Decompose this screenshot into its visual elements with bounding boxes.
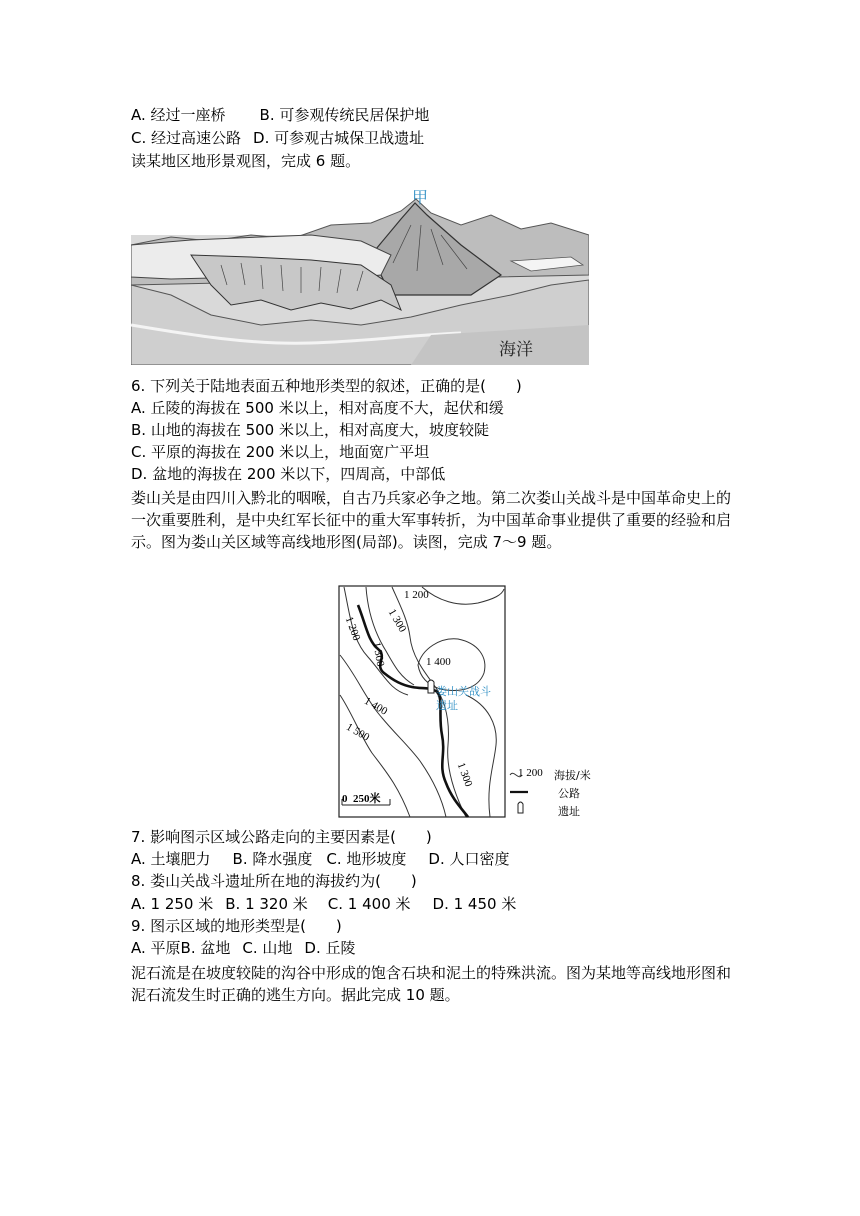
q9-option-c: C. 山地: [242, 939, 293, 957]
legend-contour-unit: 海拔/米: [554, 769, 591, 782]
q6-option-b: B. 山地的海拔在 500 米以上，相对高度大，坡度较陡: [131, 421, 489, 439]
legend-contour-value: 1 200: [518, 767, 543, 779]
q7-option-c: C. 地形坡度: [326, 850, 407, 868]
contour-map: [338, 585, 638, 820]
contour-label-1300-mid: 1 300: [370, 641, 387, 668]
legend-road-label: 公路: [558, 787, 580, 800]
contour-map-figure: [338, 585, 638, 820]
contour-label-1300-top: 1 300: [385, 607, 409, 635]
q7-option-a: A. 土壤肥力: [131, 850, 211, 868]
contour-label-1300-right: 1 300: [454, 761, 475, 789]
q8-option-a: A. 1 250 米: [131, 895, 214, 913]
q6-intro: 读某地区地形景观图，完成 6 题。: [131, 152, 361, 170]
q9-option-a: A. 平原: [131, 939, 181, 957]
q8-option-c: C. 1 400 米: [327, 895, 411, 913]
q5-option-b: B. 可参观传统民居保护地: [259, 106, 430, 124]
q7-options: [131, 848, 509, 870]
q9-option-b: B. 盆地: [180, 939, 231, 957]
contour-label-1500: 1 500: [344, 721, 372, 744]
scale-label: 0 250米: [342, 793, 381, 805]
site-label-line-1: 娄山关战斗: [436, 685, 491, 698]
q6-option-d: D. 盆地的海拔在 200 米以下，四周高，中部低: [131, 465, 446, 483]
q5-option-c: C. 经过高速公路: [131, 129, 242, 147]
contour-label-1400-hill: 1 400: [426, 656, 451, 668]
q5-option-a: A. 经过一座桥: [131, 106, 226, 124]
q5-option-d: D. 可参观古城保卫战遗址: [253, 129, 425, 147]
peak-label: 甲: [412, 188, 429, 207]
q8-option-b: B. 1 320 米: [225, 895, 308, 913]
contour-label-1200-left: 1 200: [342, 615, 363, 643]
q6-stem: 6. 下列关于陆地表面五种地形类型的叙述，正确的是( ): [131, 377, 522, 395]
q7-option-b: B. 降水强度: [232, 850, 313, 868]
q8-options: [131, 893, 516, 915]
q7-stem: 7. 影响图示区域公路走向的主要因素是( ): [131, 828, 432, 846]
q9-stem: 9. 图示区域的地形类型是( ): [131, 917, 342, 935]
q6-option-c: C. 平原的海拔在 200 米以上，地面宽广平坦: [131, 443, 430, 461]
q9-options: [131, 937, 355, 959]
ocean-label: 海洋: [499, 340, 533, 360]
q9-option-d: D. 丘陵: [304, 939, 356, 957]
q6-option-a: A. 丘陵的海拔在 500 米以上，相对高度不大，起伏和缓: [131, 399, 504, 417]
landscape-figure: [131, 185, 589, 365]
debris-flow-passage: 泥石流是在坡度较陡的沟谷中形成的饱含石块和泥土的特殊洪流。图为某地等高线地形图和泥石流发生时正确的逃生方向。据此完成 10 题。: [131, 964, 732, 1004]
q7-option-d: D. 人口密度: [428, 850, 510, 868]
loushan-passage: 娄山关是由四川入黔北的咽喉，自古乃兵家必争之地。第二次娄山关战斗是中国革命史上的一次重要胜利，是中央红军长征中的重大军事转折，为中国革命事业提供了重要的经验和启示。图为娄山关区域等高线地形图(局部)。读图，完成 7～9 题。: [131, 489, 732, 551]
site-label-line-2: 遗址: [436, 699, 458, 712]
contour-label-1400-left: 1 400: [362, 695, 390, 718]
q8-option-d: D. 1 450 米: [432, 895, 517, 913]
contour-label-1200-top: 1 200: [404, 589, 429, 601]
q5-options-row-1: [131, 104, 429, 126]
q5-options-row-2: [131, 127, 424, 149]
q8-stem: 8. 娄山关战斗遗址所在地的海拔约为( ): [131, 872, 417, 890]
legend-site-label: 遗址: [558, 805, 580, 818]
